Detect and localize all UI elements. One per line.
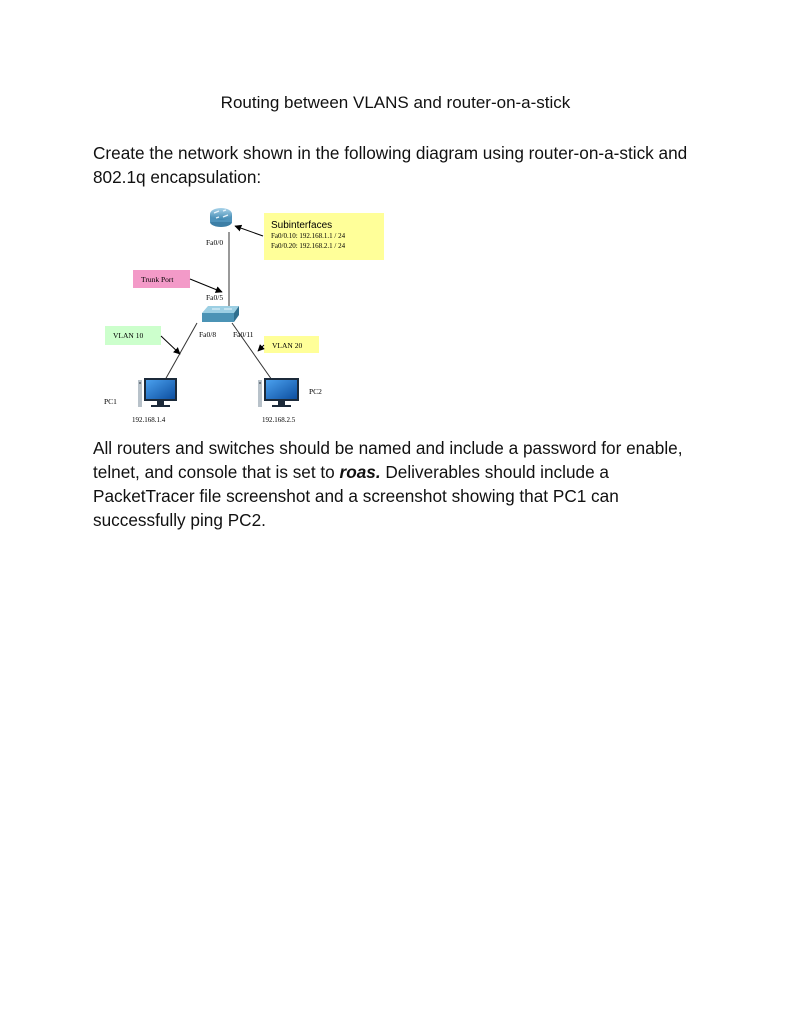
pc2-name-label: PC2 [309,387,322,396]
subinterfaces-title: Subinterfaces [271,220,333,231]
pc1-name-label: PC1 [104,397,117,406]
switch-port-pc1-label: Fa0/8 [199,330,217,339]
switch-port-pc2-label: Fa0/11 [233,330,254,339]
pc1-link [165,323,197,380]
subinterface-2-label: Fa0/0.20: 192.168.2.1 / 24 [271,242,346,250]
subinterfaces-arrow [235,226,263,236]
pc2-ip-label: 192.168.2.5 [262,416,296,424]
pc1-icon [138,378,177,407]
password-emphasis: roas. [339,462,381,482]
switch-icon [202,306,239,322]
document-title: Routing between VLANS and router-on-a-stick [220,93,571,112]
intro-paragraph: Create the network shown in the following diagram using router-on-a-stick and 802.1q encapsulation: [93,143,688,187]
vlan20-arrow [258,345,264,351]
subinterface-1-label: Fa0/0.10: 192.168.1.1 / 24 [271,232,346,240]
trunk-port-arrow [190,279,222,292]
requirements-text-end: Deliverables should include a PacketTracer file screenshot and a screenshot showing that PC1 can successfully ping PC2. [93,462,619,530]
vlan10-label: VLAN 10 [113,331,144,340]
vlan20-label: VLAN 20 [272,341,303,350]
trunk-port-label: Trunk Port [141,275,174,284]
switch-trunk-port-label: Fa0/5 [206,293,224,302]
router-icon [210,208,232,227]
pc1-ip-label: 192.168.1.4 [132,416,166,424]
vlan10-arrow [161,336,180,354]
requirements-text-start: All routers and switches should be named and include a password for enable, telnet, and console that is set to [93,438,683,482]
router-port-label: Fa0/0 [206,238,224,247]
pc2-icon [258,378,299,407]
requirements-paragraph [93,436,713,532]
